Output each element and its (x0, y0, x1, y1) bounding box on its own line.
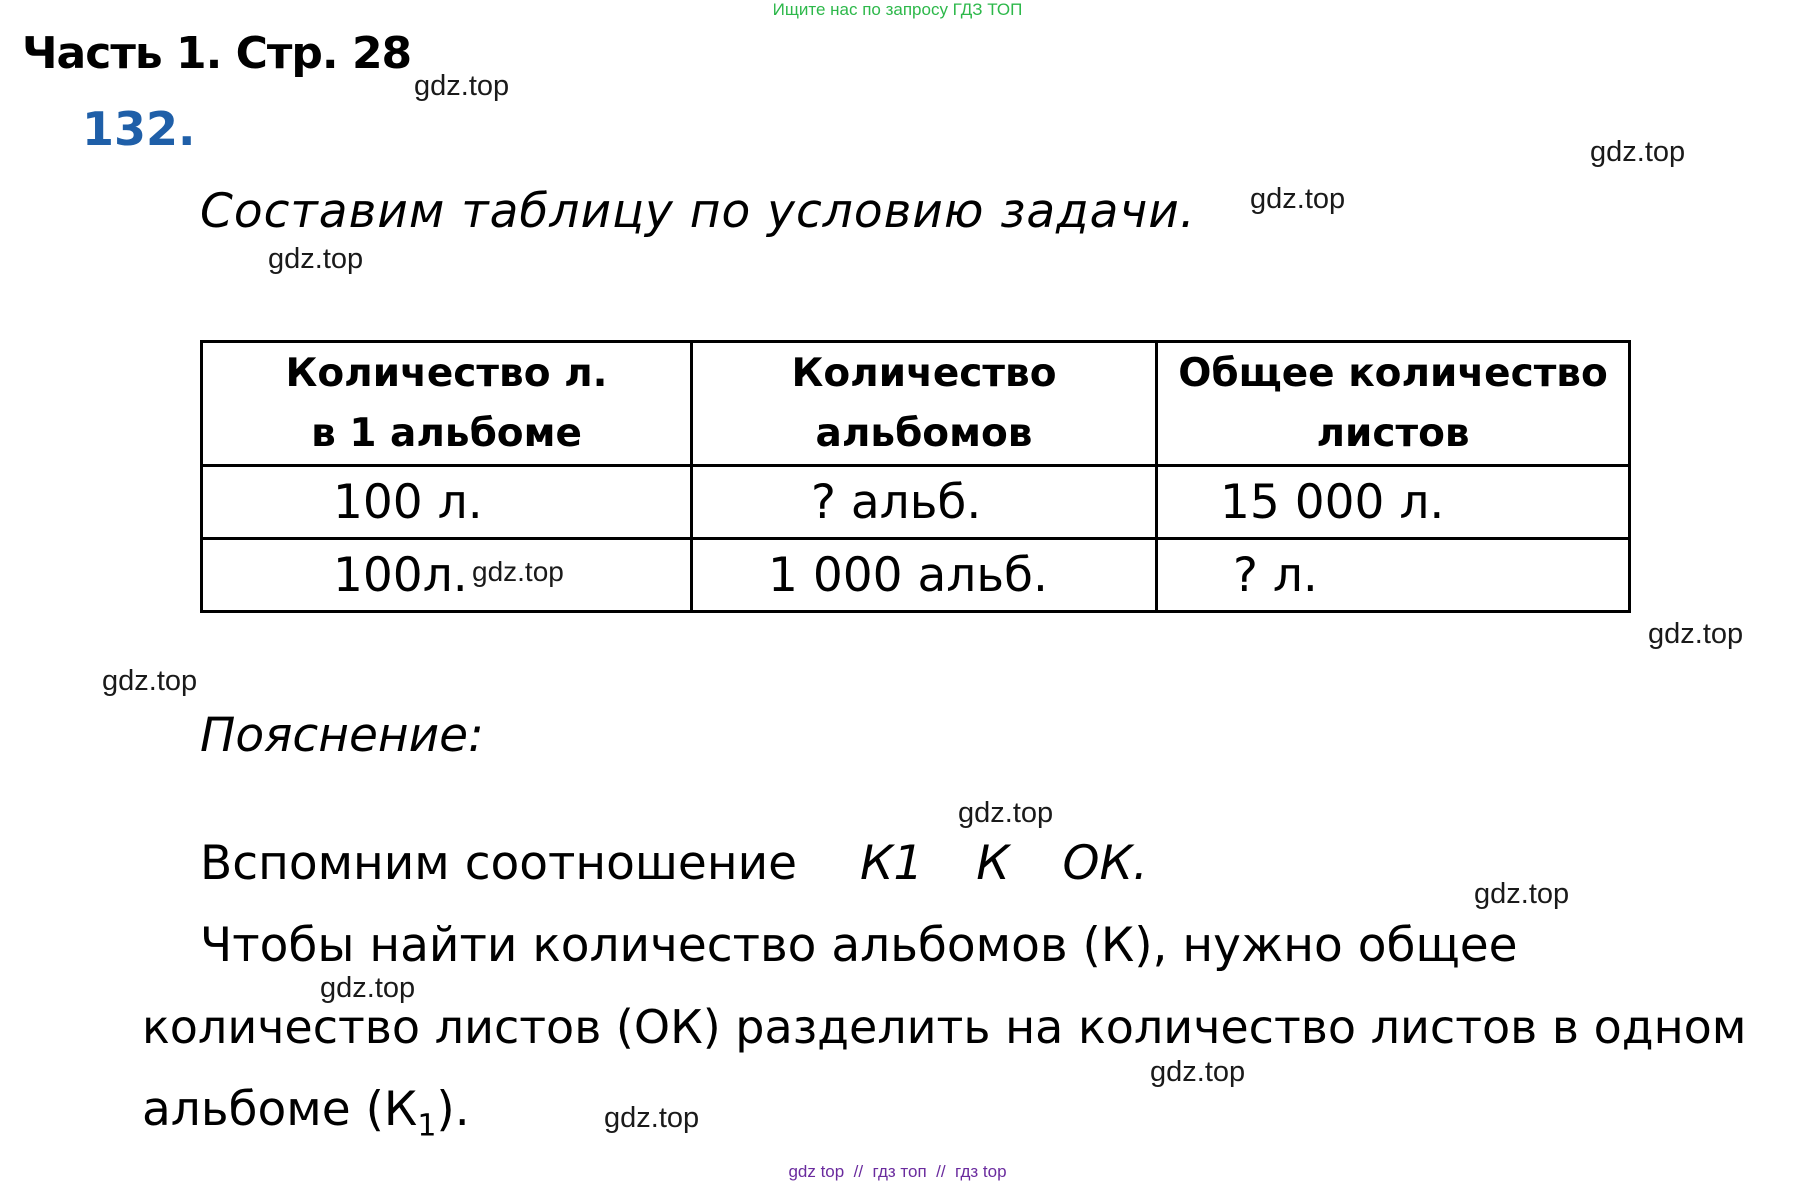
header-total-sheets (1157, 342, 1630, 466)
table-cell: 1 000 альб. (692, 539, 1157, 612)
watermark: gdz.top (1150, 1056, 1246, 1088)
table-cell (202, 539, 692, 612)
header-label: Общее количество листов (1178, 350, 1608, 456)
relation-intro: Вспомним соотношение (200, 836, 798, 891)
task-number: 132. (82, 102, 196, 156)
watermark: gdz.top (604, 1102, 700, 1134)
header-sheets-per-album (202, 342, 692, 466)
watermark: gdz.top (320, 972, 416, 1004)
table-row (202, 539, 1630, 612)
table-cell: 100 л. (202, 466, 692, 539)
watermark: gdz.top (472, 556, 564, 587)
watermark: gdz.top (1250, 183, 1346, 215)
relation-k: К (976, 836, 1010, 891)
table-row (202, 466, 1630, 539)
watermark: gdz.top (1474, 878, 1570, 910)
page-title: Часть 1. Стр. 28 (22, 28, 412, 79)
paragraph-line-3-end: ). (436, 1082, 470, 1137)
watermark: gdz.top (1590, 136, 1686, 168)
relation-k1: К1 (859, 836, 924, 891)
watermark: gdz.top (1648, 618, 1744, 650)
table-cell: ? л. (1157, 539, 1630, 612)
intro-text: Составим таблицу по условию задачи. (200, 184, 1196, 239)
paragraph-line-3 (142, 1082, 470, 1143)
top-banner: Ищите нас по запросу ГДЗ ТОП (772, 0, 1023, 19)
subscript-one: 1 (417, 1108, 437, 1144)
cell-value: 100л. (333, 547, 468, 603)
condition-table (200, 340, 1631, 613)
header-album-count (692, 342, 1157, 466)
watermark: gdz.top (268, 243, 364, 275)
header-label: Количество л. в 1 альбоме (285, 350, 608, 456)
table-header-row (202, 342, 1630, 466)
watermark: gdz.top (102, 665, 198, 697)
relation-ok: ОК. (1062, 836, 1148, 891)
paragraph-line-3-start: альбоме (К (142, 1082, 418, 1137)
footer: gdz top // гдз топ // гдз top (788, 1162, 1007, 1181)
paragraph-line-2: количество листов (ОК) разделить на количество листов в одном (142, 1000, 1747, 1054)
paragraph-line-1: Чтобы найти количество альбомов (К), нужно общее (200, 918, 1518, 973)
table-cell: 15 000 л. (1157, 466, 1630, 539)
table-cell: ? альб. (692, 466, 1157, 539)
watermark: gdz.top (414, 70, 510, 102)
relation-line (200, 836, 1148, 891)
watermark: gdz.top (958, 797, 1054, 829)
header-label: Количество альбомов (791, 350, 1057, 456)
explanation-title: Пояснение: (200, 708, 484, 763)
